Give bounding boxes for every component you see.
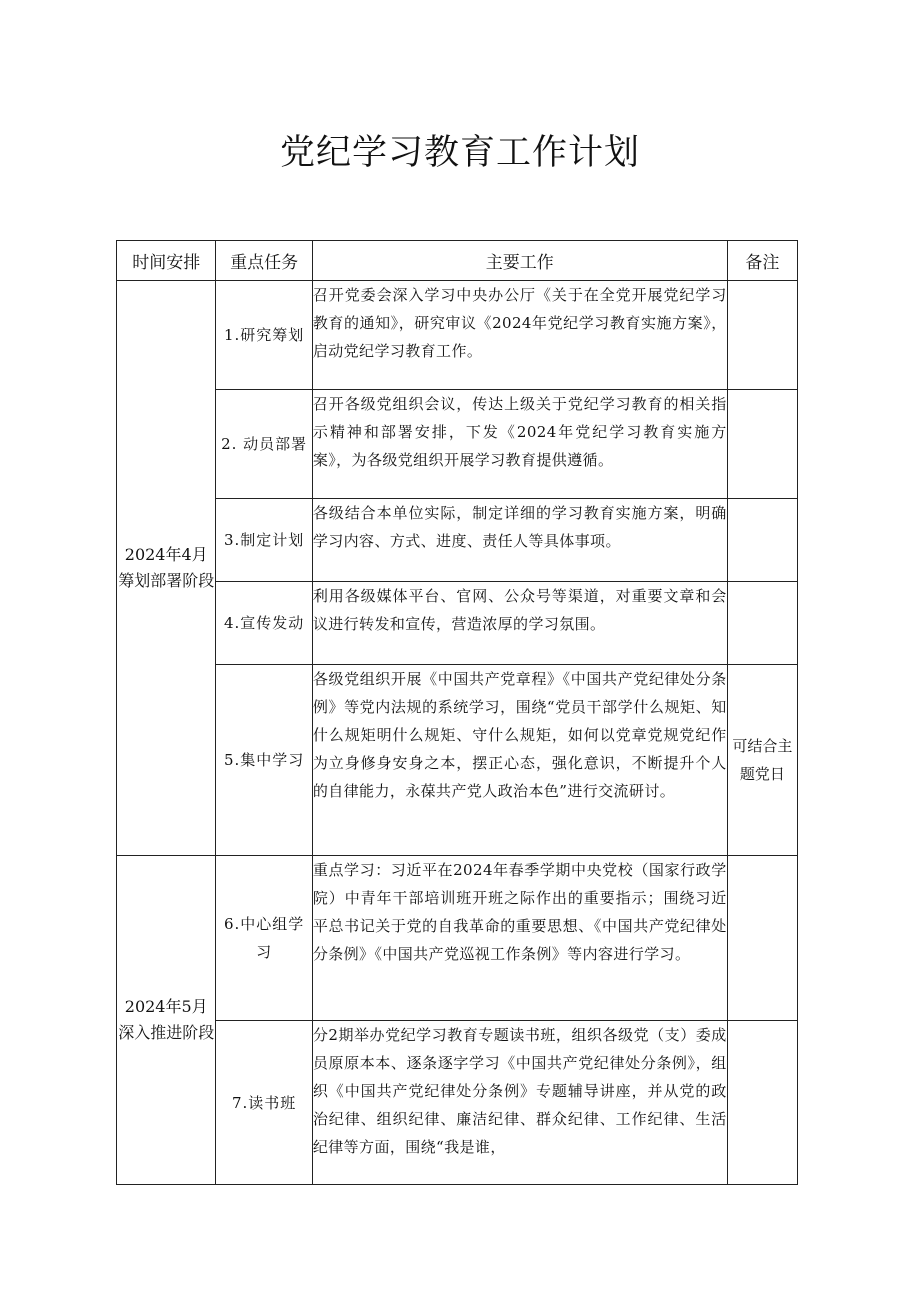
task-cell: 6.中心组学习: [216, 856, 312, 1021]
table-row: [117, 1021, 798, 1185]
note-cell: [727, 1021, 797, 1185]
work-cell: 各级结合本单位实际，制定详细的学习教育实施方案，明确学习内容、方式、进度、责任人等具体事项。: [312, 499, 727, 582]
note-cell: [727, 281, 797, 390]
note-cell: [727, 499, 797, 582]
header-work: 主要工作: [312, 241, 727, 281]
task-cell: 5.集中学习: [216, 665, 312, 856]
note-cell: [727, 582, 797, 665]
note-cell: [727, 390, 797, 499]
work-cell: 分2期举办党纪学习教育专题读书班，组织各级党（支）委成员原原本本、逐条逐字学习《中国共产党纪律处分条例》，组织《中国共产党纪律处分条例》专题辅导讲座，并从党的政治纪律、组织纪律、廉洁纪律、群众纪律、工作纪律、生活纪律等方面，围绕“我是谁，: [312, 1021, 727, 1185]
work-cell: 利用各级媒体平台、官网、公众号等渠道，对重要文章和会议进行转发和宣传，营造浓厚的学习氛围。: [312, 582, 727, 665]
work-cell: 重点学习：习近平在2024年春季学期中央党校（国家行政学院）中青年干部培训班开班之际作出的重要指示；围绕习近平总书记关于党的自我革命的重要思想、《中国共产党纪律处分条例》《中国共产党巡视工作条例》等内容进行学习。: [312, 856, 727, 1021]
document-title: 党纪学习教育工作计划: [279, 133, 640, 173]
task-cell: 7.读书班: [216, 1021, 312, 1185]
note-cell: 可结合主题党日: [727, 665, 797, 856]
work-cell: 召开各级党组织会议，传达上级关于党纪学习教育的相关指示精神和部署安排，下发《2024年党纪学习教育实施方案》，为各级党组织开展学习教育提供遵循。: [312, 390, 727, 499]
header-note: 备注: [727, 241, 797, 281]
note-cell: [727, 856, 797, 1021]
work-cell: 召开党委会深入学习中央办公厅《关于在全党开展党纪学习教育的通知》，研究审议《2024年党纪学习教育实施方案》，启动党纪学习教育工作。: [312, 281, 727, 390]
work-cell: 各级党组织开展《中国共产党章程》《中国共产党纪律处分条例》等党内法规的系统学习，围绕“党员干部学什么规矩、知什么规矩明什么规矩、守什么规矩，如何以党章党规党纪作为立身修身安身之本，摆正心态，强化意识，不断提升个人的自律能力，永葆共产党人政治本色”进行交流研讨。: [312, 665, 727, 856]
table-row: [117, 390, 798, 499]
stage-label: 2024年4月筹划部署阶段: [117, 281, 216, 856]
header-time: 时间安排: [117, 241, 216, 281]
table-row: [117, 281, 798, 390]
header-task: 重点任务: [216, 241, 312, 281]
table-row: [117, 582, 798, 665]
stage-label: 2024年5月深入推进阶段: [117, 856, 216, 1185]
task-cell: 3.制定计划: [216, 499, 312, 582]
work-plan-table: [116, 240, 798, 1185]
task-cell: 1.研究筹划: [216, 281, 312, 390]
table-header-row: [117, 241, 798, 281]
table-row: [117, 499, 798, 582]
table-row: [117, 856, 798, 1021]
table-row: [117, 665, 798, 856]
task-cell: 2. 动员部署: [216, 390, 312, 499]
task-cell: 4.宣传发动: [216, 582, 312, 665]
